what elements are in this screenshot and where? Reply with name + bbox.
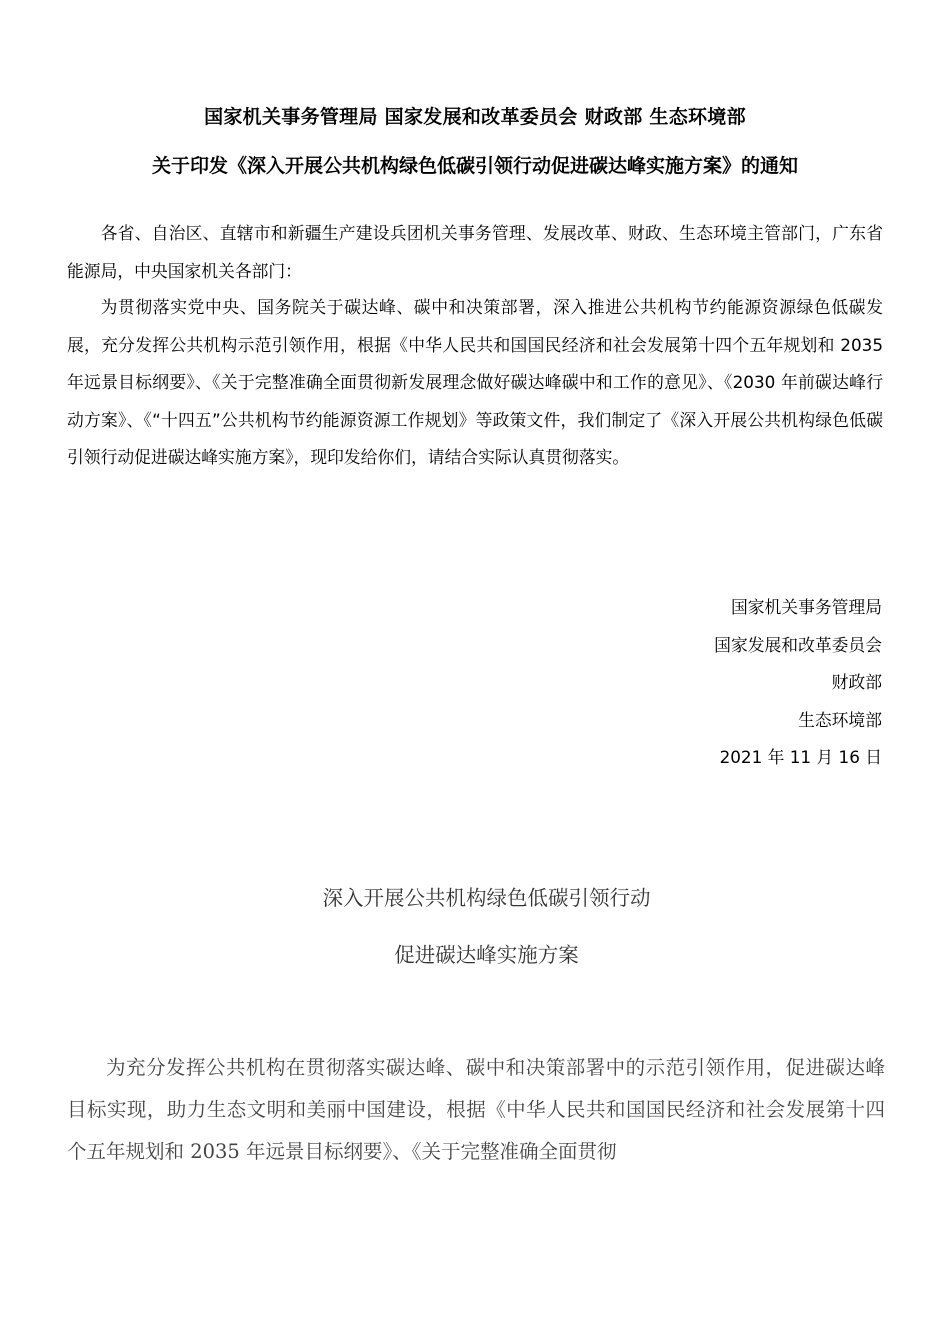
addressee-text: 各省、自治区、直辖市和新疆生产建设兵团机关事务管理、发展改革、财政、生态环境主管部门，广东省能源局，中央国家机关各部门： [67,223,883,281]
notice-body [67,289,883,477]
signatory-4: 生态环境部 [798,709,882,730]
signatory-2: 国家发展和改革委员会 [714,634,882,655]
notice-title-subject: 关于印发《深入开展公共机构绿色低碳引领行动促进碳达峰实施方案》的通知 [151,155,798,177]
plan-title-line2: 促进碳达峰实施方案 [394,943,579,967]
plan-intro-paragraph: 为充分发挥公共机构在贯彻落实碳达峰、碳中和决策部署中的示范引领作用，促进碳达峰目标实现，助力生态文明和美丽中国建设，根据《中华人民共和国国民经济和社会发展第十四个五年规划和 2035 年远景目标纲要》、《关于完整准确全面贯彻 [67,1056,885,1163]
signatory-1: 国家机关事务管理局 [730,597,882,617]
addressee-block [67,215,883,290]
plan-title-line1: 深入开展公共机构绿色低碳引领行动 [322,886,651,910]
plan-intro-block [67,1047,885,1173]
signatory-3: 财政部 [831,672,882,692]
signature-block [714,589,882,777]
issue-date: 2021 年 11 月 16 日 [719,747,882,767]
notice-title-issuers: 国家机关事务管理局 国家发展和改革委员会 财政部 生态环境部 [204,106,746,128]
notice-paragraph: 为贯彻落实党中央、国务院关于碳达峰、碳中和决策部署，深入推进公共机构节约能源资源绿色低碳发展，充分发挥公共机构示范引领作用，根据《中华人民共和国国民经济和社会发展第十四个五年规划和 2035 年远景目标纲要》、《关于完整准确全面贯彻新发展理念做好碳达峰碳中和工作的意见》、《2030 年前碳达峰行动方案》、《“十四五”公共机构节约能源资源工作规划》等政策文件，我们制定了《深入开展公共机构绿色低碳引领行动促进碳达峰实施方案》，现印发给你们，请结合实际认真贯彻落实。 [67,297,883,467]
